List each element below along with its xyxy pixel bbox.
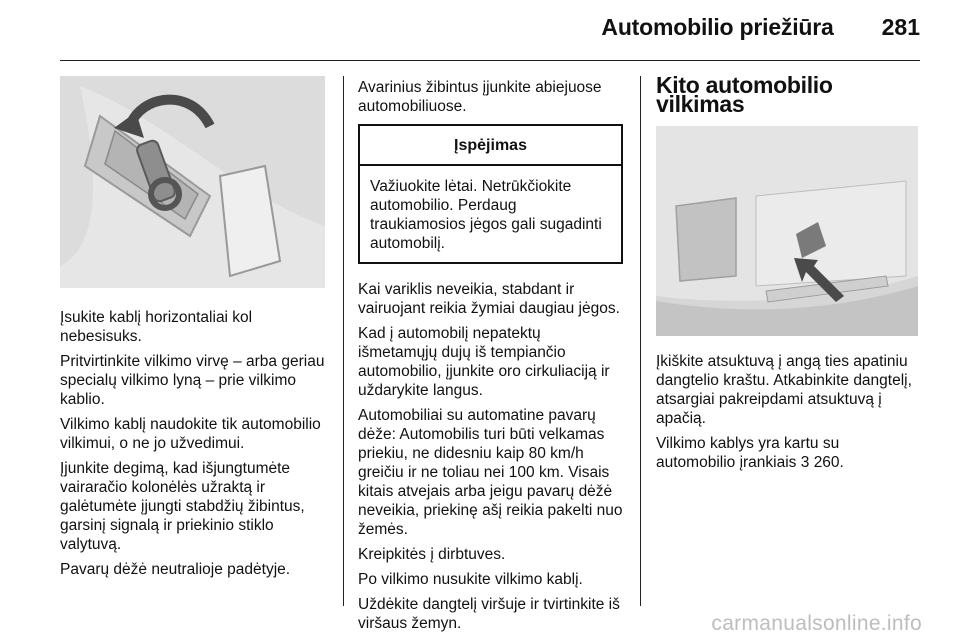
page-reference: 260. bbox=[813, 454, 844, 471]
warning-body: Važiuokite lėtai. Netrūkčiokite automobilio. Perdaug traukiamosios jėgos gali sugadinti automobilį. bbox=[370, 178, 602, 252]
paragraph: Įsukite kablį horizontaliai kol nebesisuks. bbox=[60, 309, 253, 345]
page-title: Automobilio priežiūra bbox=[601, 14, 834, 40]
watermark: carmanualsonline.info bbox=[711, 612, 922, 635]
paragraph: Įjunkite degimą, kad išjungtumėte vairaračio kolonėlės užraktą ir galėtumėte įjungti stabdžių žibintus, garsinį signalą ir priekinio stiklo valytuvą. bbox=[60, 460, 305, 553]
paragraph: Vilkimo kablį naudokite tik automobilio vilkimui, o ne jo užvedimui. bbox=[60, 416, 321, 452]
column-2 bbox=[358, 78, 623, 639]
column-3 bbox=[656, 72, 921, 478]
page-header bbox=[0, 14, 920, 41]
paragraph: Pavarų dėžė neutralioje padėtyje. bbox=[60, 561, 291, 578]
warning-box bbox=[358, 124, 623, 264]
page-number: 281 bbox=[881, 14, 920, 40]
paragraph: Avarinius žibintus įjunkite abiejuose automobiliuose. bbox=[358, 79, 602, 115]
paragraph: Uždėkite dangtelį viršuje ir tvirtinkite iš viršaus žemyn. bbox=[358, 596, 620, 632]
paragraph: Kai variklis neveikia, stabdant ir vairuojant reikia žymiai daugiau jėgos. bbox=[358, 281, 620, 317]
paragraph: Kad į automobilį nepatektų išmetamųjų dujų iš tempiančio automobilio, įjunkite oro cirkuliaciją ir uždarykite langus. bbox=[358, 325, 610, 399]
column-divider-1 bbox=[343, 76, 344, 606]
header-rule bbox=[60, 60, 920, 61]
paragraph: Po vilkimo nusukite vilkimo kablį. bbox=[358, 571, 583, 588]
tow-hook-illustration bbox=[60, 76, 325, 288]
paragraph: Automobiliai su automatine pavarų dėže: Automobilis turi būti velkamas priekiu, ne didesniu kaip 80 km/h greičiu ir ne toliau nei 100 km. Visais kitais atvejais arba jeigu pavarų dėžė neveikia, priekinę ašį reikia pakelti nuo žemės. bbox=[358, 407, 623, 538]
column-divider-2 bbox=[640, 76, 641, 606]
paragraph bbox=[656, 434, 921, 472]
column-1 bbox=[60, 76, 325, 585]
bumper-cover-illustration bbox=[656, 126, 918, 336]
warning-title: Įspėjimas bbox=[360, 126, 621, 166]
page-ref-arrow-icon: 3 bbox=[800, 454, 810, 471]
paragraph-text: Vilkimo kablys yra kartu su automobilio įrankiais bbox=[656, 435, 840, 471]
paragraph: Įkiškite atsuktuvą į angą ties apatiniu dangtelio kraštu. Atkabinkite dangtelį, atsargiai pakreipdami atsuktuvą į apačią. bbox=[656, 353, 912, 427]
section-title: Kito automobilio vilkimas bbox=[656, 72, 833, 117]
paragraph: Kreipkitės į dirbtuves. bbox=[358, 546, 506, 563]
paragraph: Pritvirtinkite vilkimo virvę – arba geriau specialų vilkimo lyną – prie vilkimo kablio. bbox=[60, 353, 325, 408]
